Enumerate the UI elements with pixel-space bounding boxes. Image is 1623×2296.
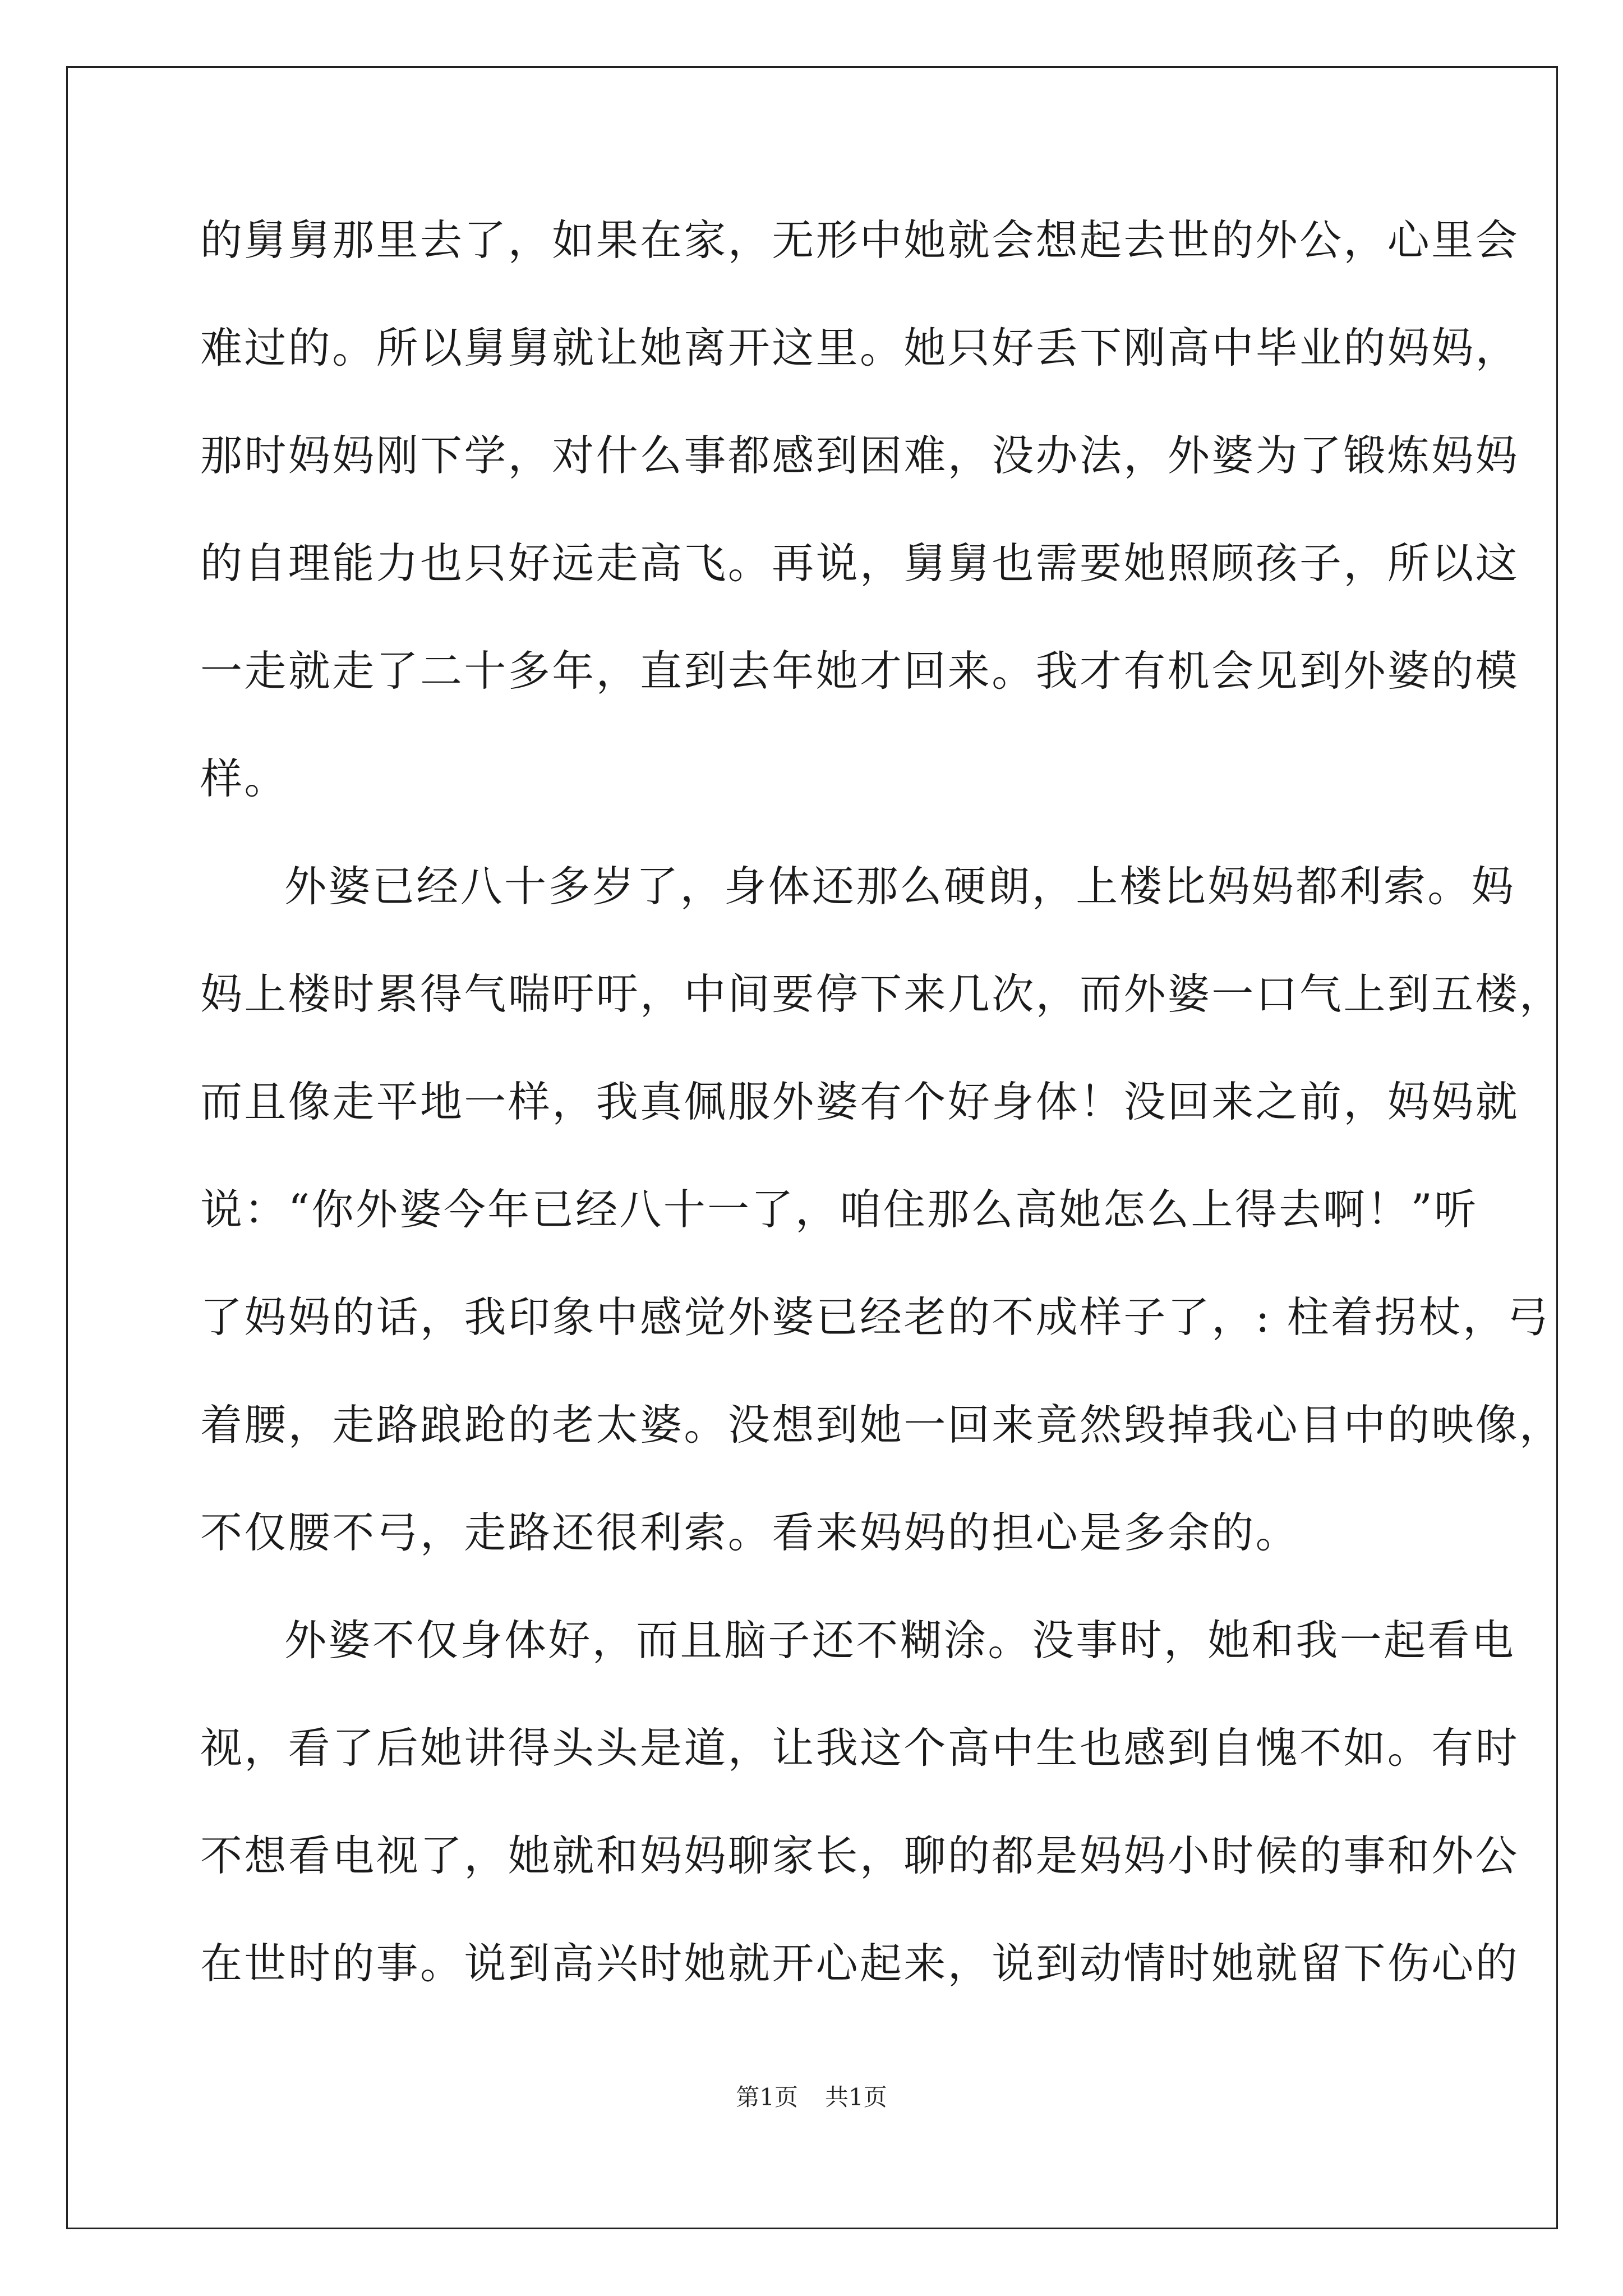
text-line: 了妈妈的话，我印象中感觉外婆已经老的不成样子了，: 柱着拐杖，弓: [200, 1292, 1551, 1342]
text-line: 而且像走平地一样，我真佩服外婆有个好身体！没回来之前，妈妈就: [200, 1077, 1520, 1126]
text-line: 不想看电视了，她就和妈妈聊家长，聊的都是妈妈小时候的事和外公: [200, 1831, 1520, 1880]
text-line: 在世时的事。说到高兴时她就开心起来，说到动情时她就留下伤心的: [200, 1939, 1520, 1988]
text-line: 那时妈妈刚下学，对什么事都感到困难，没办法，外婆为了锻炼妈妈: [200, 431, 1520, 480]
text-line: 视，看了后她讲得头头是道，让我这个高中生也感到自愧不如。有时: [200, 1723, 1520, 1773]
text-line: 说：“你外婆今年已经八十一了，咱住那么高她怎么上得去啊！”听: [200, 1185, 1478, 1234]
page-number: 第1页: [736, 2083, 798, 2111]
text-line: 一走就走了二十多年，直到去年她才回来。我才有机会见到外婆的模: [200, 646, 1520, 696]
document-body: [200, 213, 1564, 2044]
text-line: 妈上楼时累得气喘吁吁，中间要停下来几次，而外婆一口气上到五楼，: [200, 969, 1564, 1019]
text-line: 的舅舅那里去了，如果在家，无形中她就会想起去世的外公，心里会: [200, 215, 1520, 265]
text-line: 不仅腰不弓，走路还很利索。看来妈妈的担心是多余的。: [200, 1508, 1300, 1557]
text-line: 难过的。所以舅舅就让她离开这里。她只好丢下刚高中毕业的妈妈，: [200, 323, 1520, 372]
paragraph-start-line: 外婆不仅身体好，而且脑子还不糊涂。没事时，她和我一起看电: [284, 1616, 1516, 1665]
page-total: 共1页: [825, 2083, 887, 2111]
text-line: 着腰，走路踉跄的老太婆。没想到她一回来竟然毁掉我心目中的映像，: [200, 1400, 1564, 1450]
text-line: 样。: [200, 754, 288, 803]
paragraph-start-line: 外婆已经八十多岁了，身体还那么硬朗，上楼比妈妈都利索。妈: [284, 862, 1516, 911]
page-footer: [0, 2083, 1623, 2111]
text-line: 的自理能力也只好远走高飞。再说，舅舅也需要她照顾孩子，所以这: [200, 539, 1520, 588]
